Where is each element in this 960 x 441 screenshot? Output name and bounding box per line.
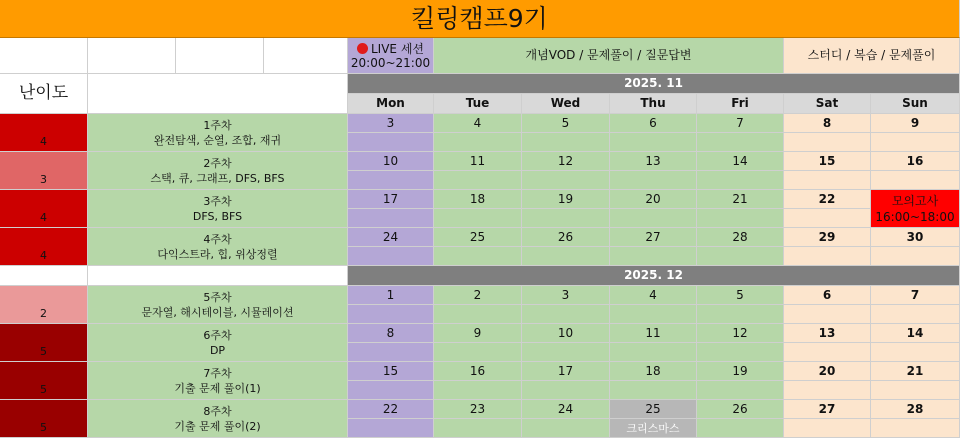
calendar-slot[interactable] bbox=[784, 419, 871, 438]
calendar-date[interactable]: 12 bbox=[697, 324, 784, 343]
difficulty-header[interactable]: 난이도 bbox=[0, 74, 88, 114]
calendar-slot[interactable] bbox=[434, 171, 522, 190]
calendar-date[interactable]: 4 bbox=[434, 114, 522, 133]
week-label[interactable] bbox=[88, 228, 348, 266]
calendar-slot[interactable] bbox=[871, 343, 960, 362]
calendar-slot[interactable] bbox=[784, 209, 871, 228]
mock-exam-time: 16:00~18:00 bbox=[875, 209, 955, 224]
calendar-slot[interactable] bbox=[784, 381, 871, 400]
week-number: 5주차 bbox=[203, 290, 232, 304]
day-header-sat[interactable]: Sat bbox=[784, 94, 871, 114]
calendar-date[interactable]: 10 bbox=[348, 152, 434, 171]
week-number: 7주차 bbox=[203, 366, 232, 380]
live-label-text: LIVE 세션 bbox=[370, 41, 424, 56]
christmas-label[interactable]: 크리스마스 bbox=[610, 419, 697, 438]
legend-vod[interactable]: 개념VOD / 문제풀이 / 질문답변 bbox=[434, 38, 784, 74]
day-header-wed[interactable]: Wed bbox=[522, 94, 610, 114]
calendar-slot[interactable] bbox=[434, 305, 522, 324]
calendar-slot[interactable] bbox=[610, 209, 697, 228]
calendar-slot[interactable] bbox=[610, 171, 697, 190]
calendar-slot[interactable] bbox=[522, 171, 610, 190]
calendar-slot[interactable] bbox=[434, 419, 522, 438]
calendar-date[interactable]: 19 bbox=[697, 362, 784, 381]
calendar-date[interactable]: 2 bbox=[434, 286, 522, 305]
calendar-date[interactable]: 11 bbox=[434, 152, 522, 171]
difficulty-cell[interactable]: 5 bbox=[0, 362, 88, 400]
day-header-sun[interactable]: Sun bbox=[871, 94, 960, 114]
calendar-slot[interactable] bbox=[434, 343, 522, 362]
week-label[interactable] bbox=[88, 286, 348, 324]
calendar-slot[interactable] bbox=[522, 381, 610, 400]
week-topic: 스택, 큐, 그래프, DFS, BFS bbox=[150, 171, 285, 185]
calendar-slot[interactable] bbox=[784, 133, 871, 152]
calendar-date[interactable]: 17 bbox=[348, 190, 434, 209]
calendar-date[interactable]: 13 bbox=[784, 324, 871, 343]
calendar-slot[interactable] bbox=[348, 133, 434, 152]
calendar-date[interactable]: 21 bbox=[871, 362, 960, 381]
calendar-slot[interactable] bbox=[871, 381, 960, 400]
legend-study[interactable]: 스터디 / 복습 / 문제풀이 bbox=[784, 38, 960, 74]
calendar-slot[interactable] bbox=[697, 343, 784, 362]
calendar-date[interactable]: 5 bbox=[522, 114, 610, 133]
calendar-slot[interactable] bbox=[871, 171, 960, 190]
calendar-slot[interactable] bbox=[434, 381, 522, 400]
calendar-slot[interactable] bbox=[522, 305, 610, 324]
calendar-slot[interactable] bbox=[348, 381, 434, 400]
week-number: 1주차 bbox=[203, 118, 232, 132]
calendar-date[interactable]: 20 bbox=[610, 190, 697, 209]
calendar-date[interactable]: 15 bbox=[784, 152, 871, 171]
week-topic: 기출 문제 풀이(1) bbox=[174, 381, 261, 395]
calendar-date[interactable]: 5 bbox=[697, 286, 784, 305]
calendar-date[interactable]: 7 bbox=[871, 286, 960, 305]
calendar-slot[interactable] bbox=[610, 343, 697, 362]
calendar-date[interactable]: 21 bbox=[697, 190, 784, 209]
empty-cell[interactable] bbox=[176, 38, 264, 74]
calendar-slot[interactable] bbox=[784, 171, 871, 190]
difficulty-cell[interactable]: 4 bbox=[0, 228, 88, 266]
month-bar[interactable]: 2025. 11 bbox=[348, 74, 960, 94]
calendar-date[interactable]: 9 bbox=[434, 324, 522, 343]
calendar-date[interactable]: 27 bbox=[610, 228, 697, 247]
empty-cell[interactable] bbox=[88, 266, 348, 286]
calendar-slot[interactable] bbox=[610, 381, 697, 400]
calendar-date[interactable]: 8 bbox=[348, 324, 434, 343]
day-header-mon[interactable]: Mon bbox=[348, 94, 434, 114]
empty-cell[interactable] bbox=[0, 266, 88, 286]
difficulty-cell[interactable]: 2 bbox=[0, 286, 88, 324]
legend-live-session[interactable] bbox=[348, 38, 434, 74]
week-topic: DFS, BFS bbox=[192, 209, 243, 223]
live-time: 20:00~21:00 bbox=[350, 55, 431, 70]
calendar-slot[interactable] bbox=[871, 305, 960, 324]
calendar-date[interactable]: 18 bbox=[610, 362, 697, 381]
calendar-date[interactable]: 22 bbox=[348, 400, 434, 419]
calendar-date[interactable]: 29 bbox=[784, 228, 871, 247]
calendar-date[interactable]: 1 bbox=[348, 286, 434, 305]
calendar-slot[interactable] bbox=[784, 343, 871, 362]
week-number: 4주차 bbox=[203, 232, 232, 246]
calendar-date[interactable]: 22 bbox=[784, 190, 871, 209]
calendar-slot[interactable] bbox=[522, 133, 610, 152]
calendar-slot[interactable] bbox=[784, 247, 871, 266]
calendar-slot[interactable] bbox=[697, 209, 784, 228]
calendar-date[interactable]: 28 bbox=[697, 228, 784, 247]
difficulty-cell[interactable]: 4 bbox=[0, 114, 88, 152]
calendar-date[interactable]: 15 bbox=[348, 362, 434, 381]
calendar-date[interactable]: 13 bbox=[610, 152, 697, 171]
calendar-slot[interactable] bbox=[348, 209, 434, 228]
calendar-date[interactable]: 19 bbox=[522, 190, 610, 209]
calendar-slot[interactable] bbox=[434, 209, 522, 228]
calendar-date[interactable]: 9 bbox=[871, 114, 960, 133]
week-number: 3주차 bbox=[203, 194, 232, 208]
calendar-date[interactable]: 25 bbox=[610, 400, 697, 419]
difficulty-cell[interactable]: 3 bbox=[0, 152, 88, 190]
calendar-slot[interactable] bbox=[871, 247, 960, 266]
calendar-slot[interactable] bbox=[697, 171, 784, 190]
calendar-date[interactable]: 30 bbox=[871, 228, 960, 247]
empty-cell[interactable] bbox=[0, 38, 88, 74]
calendar-slot[interactable] bbox=[697, 133, 784, 152]
calendar-date[interactable]: 16 bbox=[434, 362, 522, 381]
calendar-date[interactable]: 27 bbox=[784, 400, 871, 419]
calendar-slot[interactable] bbox=[697, 247, 784, 266]
calendar-slot[interactable] bbox=[522, 343, 610, 362]
calendar-slot[interactable] bbox=[348, 171, 434, 190]
calendar-slot[interactable] bbox=[610, 305, 697, 324]
calendar-date[interactable]: 6 bbox=[784, 286, 871, 305]
calendar-date[interactable]: 28 bbox=[871, 400, 960, 419]
calendar-date[interactable]: 18 bbox=[434, 190, 522, 209]
calendar-date[interactable]: 8 bbox=[784, 114, 871, 133]
calendar-slot[interactable] bbox=[697, 305, 784, 324]
calendar-date[interactable]: 26 bbox=[522, 228, 610, 247]
live-label bbox=[357, 42, 424, 56]
red-circle-icon bbox=[357, 43, 368, 54]
calendar-slot[interactable] bbox=[348, 247, 434, 266]
week-topic: 완전탐색, 순열, 조합, 재귀 bbox=[153, 133, 282, 147]
calendar-date[interactable]: 14 bbox=[697, 152, 784, 171]
calendar-slot[interactable] bbox=[697, 381, 784, 400]
calendar-slot[interactable] bbox=[522, 247, 610, 266]
calendar-slot[interactable] bbox=[610, 133, 697, 152]
week-number: 6주차 bbox=[203, 328, 232, 342]
calendar-date[interactable]: 12 bbox=[522, 152, 610, 171]
difficulty-cell[interactable]: 5 bbox=[0, 400, 88, 438]
calendar-slot[interactable] bbox=[348, 343, 434, 362]
empty-cell[interactable] bbox=[88, 38, 176, 74]
week-label[interactable] bbox=[88, 400, 348, 438]
calendar-slot[interactable] bbox=[434, 247, 522, 266]
calendar-slot[interactable] bbox=[784, 305, 871, 324]
calendar-slot[interactable] bbox=[348, 305, 434, 324]
mock-exam-event[interactable] bbox=[871, 190, 960, 228]
calendar-date[interactable]: 3 bbox=[348, 114, 434, 133]
empty-cell[interactable] bbox=[264, 38, 348, 74]
difficulty-cell[interactable]: 4 bbox=[0, 190, 88, 228]
calendar-date[interactable]: 24 bbox=[522, 400, 610, 419]
difficulty-cell[interactable]: 5 bbox=[0, 324, 88, 362]
calendar-slot[interactable] bbox=[522, 209, 610, 228]
calendar-date[interactable]: 10 bbox=[522, 324, 610, 343]
month-bar[interactable]: 2025. 12 bbox=[348, 266, 960, 286]
calendar-date[interactable]: 16 bbox=[871, 152, 960, 171]
day-header-fri[interactable]: Fri bbox=[697, 94, 784, 114]
calendar-date[interactable]: 17 bbox=[522, 362, 610, 381]
calendar-slot[interactable] bbox=[434, 133, 522, 152]
week-label[interactable] bbox=[88, 114, 348, 152]
day-header-thu[interactable]: Thu bbox=[610, 94, 697, 114]
calendar-slot[interactable] bbox=[697, 419, 784, 438]
calendar-slot[interactable] bbox=[871, 133, 960, 152]
calendar-date[interactable]: 14 bbox=[871, 324, 960, 343]
calendar-date[interactable]: 25 bbox=[434, 228, 522, 247]
calendar-slot[interactable] bbox=[348, 419, 434, 438]
day-header-tue[interactable]: Tue bbox=[434, 94, 522, 114]
week-label[interactable] bbox=[88, 324, 348, 362]
week-label[interactable] bbox=[88, 190, 348, 228]
week-label[interactable] bbox=[88, 152, 348, 190]
week-topic: 기출 문제 풀이(2) bbox=[174, 419, 261, 433]
week-number: 2주차 bbox=[203, 156, 232, 170]
week-number: 8주차 bbox=[203, 404, 232, 418]
calendar-slot[interactable] bbox=[522, 419, 610, 438]
page-title[interactable]: 킬링캠프9기 bbox=[0, 0, 960, 38]
calendar-date[interactable]: 7 bbox=[697, 114, 784, 133]
week-label[interactable] bbox=[88, 362, 348, 400]
calendar-date[interactable]: 26 bbox=[697, 400, 784, 419]
calendar-date[interactable]: 11 bbox=[610, 324, 697, 343]
calendar-date[interactable]: 4 bbox=[610, 286, 697, 305]
week-topic: 문자열, 해시테이블, 시뮬레이션 bbox=[141, 305, 294, 319]
calendar-slot[interactable] bbox=[610, 247, 697, 266]
calendar-date[interactable]: 6 bbox=[610, 114, 697, 133]
calendar-date[interactable]: 23 bbox=[434, 400, 522, 419]
calendar-date[interactable]: 24 bbox=[348, 228, 434, 247]
empty-cell[interactable] bbox=[88, 74, 348, 114]
mock-exam-label: 모의고사 bbox=[891, 193, 939, 208]
week-topic: 다익스트라, 힙, 위상정렬 bbox=[157, 247, 278, 261]
week-topic: DP bbox=[209, 343, 226, 357]
calendar-date[interactable]: 3 bbox=[522, 286, 610, 305]
calendar-date[interactable]: 20 bbox=[784, 362, 871, 381]
calendar-slot[interactable] bbox=[871, 419, 960, 438]
